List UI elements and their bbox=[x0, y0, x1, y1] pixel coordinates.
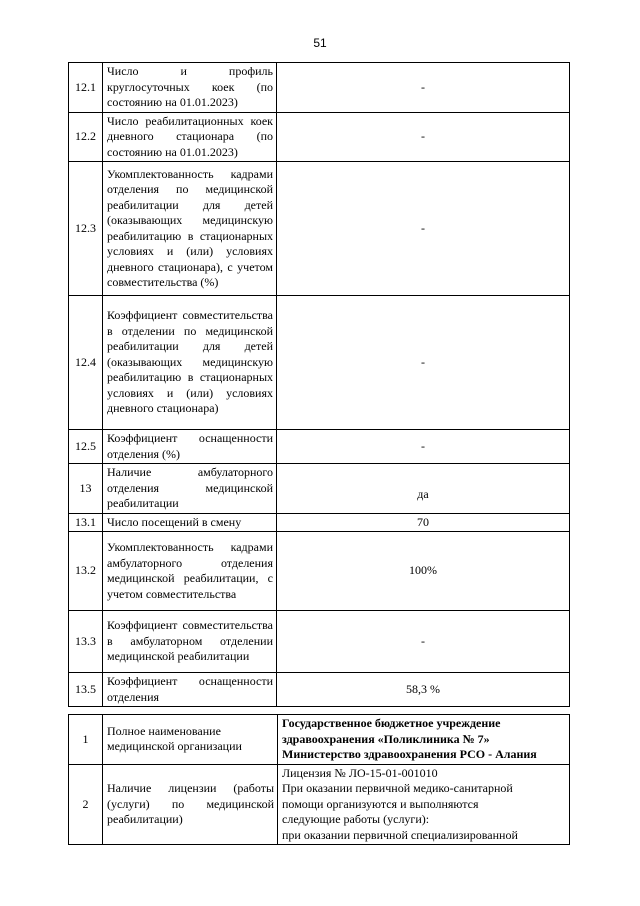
row-number: 12.4 bbox=[69, 296, 103, 430]
indicator-name: Укомплектованность кадрами амбулаторного отделения медицинской реабилитации, с учетом совместительства bbox=[103, 532, 277, 611]
row-number: 13.1 bbox=[69, 513, 103, 532]
indicator-name: Число реабилитационных коек дневного стационара (по состоянию на 01.01.2023) bbox=[103, 112, 277, 162]
field-name: Наличие лицензии (работы (услуги) по медицинской реабилитации) bbox=[103, 764, 278, 845]
indicator-name: Наличие амбулаторного отделения медицинской реабилитации bbox=[103, 464, 277, 514]
page-number: 51 bbox=[313, 36, 327, 50]
row-number: 2 bbox=[69, 764, 103, 845]
table-row bbox=[69, 430, 570, 464]
indicator-value: - bbox=[277, 611, 570, 673]
table-row bbox=[69, 464, 570, 514]
table-row bbox=[69, 532, 570, 611]
value-line: при оказании первичной специализированной bbox=[282, 827, 518, 842]
indicator-value: - bbox=[277, 112, 570, 162]
table-row bbox=[69, 715, 570, 765]
value-line: При оказании первичной медико-санитарной bbox=[282, 781, 513, 795]
indicator-value: 100% bbox=[277, 532, 570, 611]
table-row bbox=[69, 296, 570, 430]
value-line: Государственное бюджетное учреждение bbox=[282, 716, 501, 730]
indicator-value: - bbox=[277, 63, 570, 113]
indicator-value: - bbox=[277, 162, 570, 296]
indicator-name: Число и профиль круглосуточных коек (по состоянию на 01.01.2023) bbox=[103, 63, 277, 113]
row-number: 1 bbox=[69, 715, 103, 765]
row-number: 13.3 bbox=[69, 611, 103, 673]
table-row bbox=[69, 611, 570, 673]
indicator-value: да bbox=[277, 464, 570, 514]
row-number: 12.1 bbox=[69, 63, 103, 113]
rehabilitation-indicators-table bbox=[68, 62, 570, 707]
indicator-value: 70 bbox=[277, 513, 570, 532]
row-number: 12.2 bbox=[69, 112, 103, 162]
indicator-name: Число посещений в смену bbox=[103, 513, 277, 532]
value-line: помощи организуются и выполняются bbox=[282, 796, 479, 811]
table-row bbox=[69, 764, 570, 845]
indicator-value: - bbox=[277, 296, 570, 430]
field-name: Полное наименование медицинской организации bbox=[103, 715, 278, 765]
license-info bbox=[278, 764, 570, 845]
value-line: здравоохранения «Поликлиника № 7» bbox=[282, 731, 490, 746]
row-number: 12.3 bbox=[69, 162, 103, 296]
table-row bbox=[69, 673, 570, 707]
table-row bbox=[69, 162, 570, 296]
table-row bbox=[69, 112, 570, 162]
indicator-name: Коэффициент совместительства в отделении по медицинской реабилитации для детей (оказывающих медицинскую реабилитацию в стационарных условиях и (или) условиях дневного стационара) bbox=[103, 296, 277, 430]
table-row bbox=[69, 513, 570, 532]
indicator-value: 58,3 % bbox=[277, 673, 570, 707]
organization-name bbox=[278, 715, 570, 765]
row-number: 13.2 bbox=[69, 532, 103, 611]
value-line: Министерство здравоохранения РСО - Алания bbox=[282, 747, 537, 761]
indicator-name: Коэффициент оснащенности отделения bbox=[103, 673, 277, 707]
row-number: 13.5 bbox=[69, 673, 103, 707]
indicator-value: - bbox=[277, 430, 570, 464]
value-line: следующие работы (услуги): bbox=[282, 812, 430, 826]
row-number: 12.5 bbox=[69, 430, 103, 464]
value-line: Лицензия № ЛО-15-01-001010 bbox=[282, 765, 438, 780]
organization-info-table bbox=[68, 714, 570, 845]
table-row bbox=[69, 63, 570, 113]
indicator-name: Коэффициент оснащенности отделения (%) bbox=[103, 430, 277, 464]
indicator-name: Коэффициент совместительства в амбулаторном отделении медицинской реабилитации bbox=[103, 611, 277, 673]
row-number: 13 bbox=[69, 464, 103, 514]
indicator-name: Укомплектованность кадрами отделения по медицинской реабилитации для детей (оказывающих медицинскую реабилитацию в стационарных условиях и (или) условиях дневного стационара), с учетом совместительства (%) bbox=[103, 162, 277, 296]
